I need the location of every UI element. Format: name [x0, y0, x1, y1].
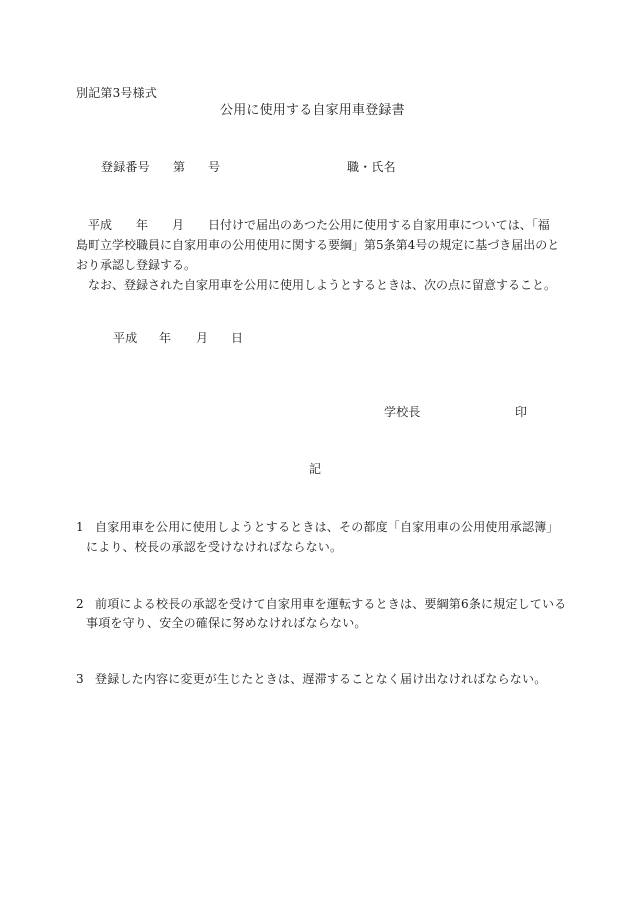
note-text: により、校長の承認を受けなければならない。: [86, 540, 343, 554]
note-number: 1: [76, 520, 84, 534]
note-number: 2: [76, 597, 84, 611]
position-name-label: 職・氏名: [347, 160, 396, 174]
date-year: 年: [159, 331, 172, 345]
approval-line: おり承認し登録する。: [76, 258, 197, 272]
form-label: 別記第3号様式: [76, 86, 158, 100]
approval-line: 平成 年 月 日付けで届出のあつた公用に使用する自家用車については、「福: [88, 218, 550, 232]
principal-label: 学校長: [384, 405, 421, 419]
registration-number-label: 登録番号: [101, 160, 150, 174]
registration-go: 号: [208, 160, 221, 174]
registration-dai: 第: [173, 160, 186, 174]
caution-line: なお、登録された自家用車を公用に使用しようとするときは、次の点に留意すること。: [76, 278, 557, 292]
approval-paragraph: [76, 215, 560, 295]
seal-mark: 印: [515, 405, 528, 419]
note-number: 3: [76, 672, 84, 686]
date-day: 日: [231, 331, 244, 345]
ki-heading: 記: [309, 462, 322, 476]
note-text: 前項による校長の承認を受けて自家用車を運転するときは、要綱第6条に規定している: [95, 597, 567, 611]
note-text: 登録した内容に変更が生じたときは、遅滞することなく届け出なければならない。: [95, 672, 547, 686]
date-month: 月: [196, 331, 209, 345]
note-text: 事項を守り、安全の確保に努めなければならない。: [86, 616, 367, 630]
document-title: 公用に使用する自家用車登録書: [220, 103, 405, 118]
date-era: 平成: [113, 331, 138, 345]
approval-line: 島町立学校職員に自家用車の公用使用に関する要綱」第5条第4号の規定に基づき届出のと: [76, 238, 560, 252]
note-text: 自家用車を公用に使用しようとするときは、その都度「自家用車の公用使用承認簿」: [95, 520, 559, 534]
